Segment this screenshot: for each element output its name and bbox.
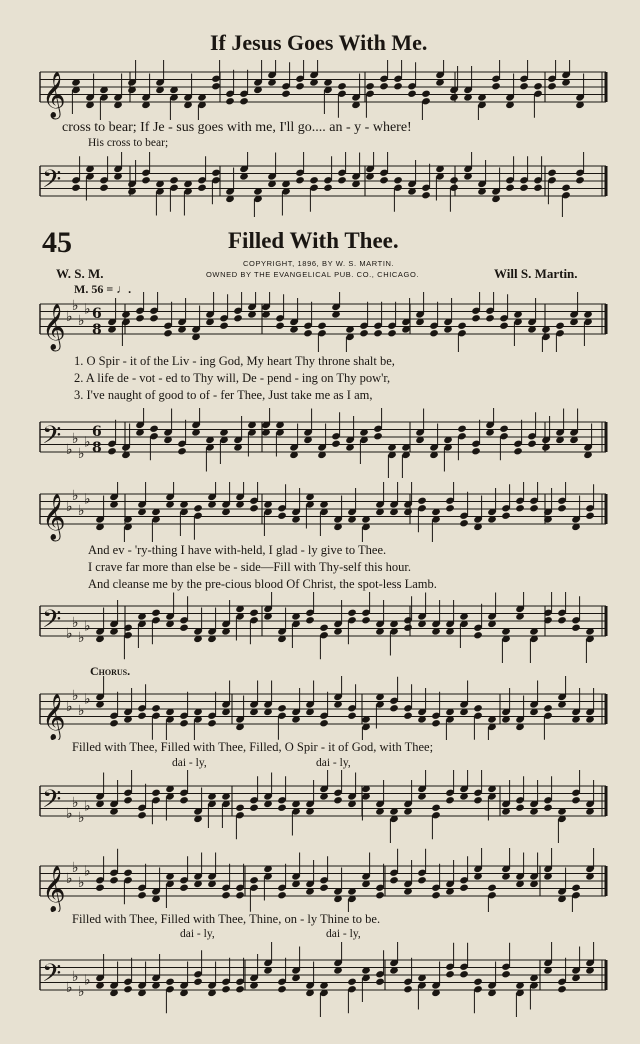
svg-text:𝄞: 𝄞 [42, 494, 66, 540]
svg-text:♭: ♭ [72, 687, 79, 704]
verse-1-line-b: And ev - 'ry-thing I have with-held, I glad - ly give to Thee. [88, 543, 387, 557]
svg-text:♭: ♭ [78, 502, 85, 519]
svg-text:♭: ♭ [84, 301, 91, 318]
svg-text:♭: ♭ [78, 874, 85, 891]
staff-system-2-treble [0, 292, 640, 352]
chorus-line-1: Filled with Thee, Filled with Thee, Filled, O Spir - it of God, with Thee; [72, 740, 434, 754]
verse-2-line-b: I crave far more than else be - side—Fill with Thy-self this hour. [88, 560, 411, 574]
svg-text:6: 6 [92, 424, 102, 440]
copyright-line: COPYRIGHT, 1896, BY W. S. MARTIN. [243, 259, 395, 268]
lyric-line-top: cross to bear; If Je - sus goes with me, I'll go.... an - y - where! [62, 120, 412, 135]
staff-system-1-bass [0, 152, 640, 217]
chorus-line-2: Filled with Thee, Filled with Thee, Thine, on - ly Thine to be. [72, 912, 381, 926]
svg-text:♭: ♭ [78, 983, 85, 1000]
svg-text:♭: ♭ [66, 806, 73, 822]
svg-text:♭: ♭ [66, 980, 73, 996]
svg-text:𝄢: 𝄢 [42, 605, 62, 640]
hymn-title: Filled With Thee. [228, 228, 399, 253]
svg-text:8: 8 [92, 322, 102, 338]
staff-system-1-treble [0, 60, 640, 120]
staff-system-3-bass [0, 592, 640, 667]
staff-system-2-bass [0, 408, 640, 478]
verse-3-line-b: And cleanse me by the pre-cious blood Of Christ, the spot-less Lamb. [88, 577, 437, 591]
svg-text:♭: ♭ [78, 702, 85, 719]
svg-text:♭: ♭ [78, 445, 85, 462]
owner-line: OWNED BY THE EVANGELICAL PUB. CO., CHICAGO. [206, 270, 420, 279]
svg-text:𝄢: 𝄢 [42, 959, 62, 994]
tempo-mark: M. 56 = ♩. [74, 282, 132, 296]
svg-text:♭: ♭ [66, 309, 73, 325]
svg-text:♭: ♭ [66, 499, 73, 515]
svg-text:♭: ♭ [84, 618, 91, 635]
svg-text:♭: ♭ [72, 487, 79, 504]
svg-text:𝄢: 𝄢 [42, 785, 62, 820]
chorus-daily-2b: dai - ly, [326, 928, 361, 940]
svg-text:♭: ♭ [66, 699, 73, 715]
music-by: Will S. Martin. [494, 266, 578, 281]
svg-text:♭: ♭ [72, 794, 79, 811]
staff-system-3-treble [0, 482, 640, 542]
staff-chorus-1-bass [0, 770, 640, 852]
words-by: W. S. M. [56, 266, 104, 281]
chorus-label: Chorus. [90, 664, 131, 678]
svg-text:♭: ♭ [78, 809, 85, 826]
svg-text:♭: ♭ [78, 312, 85, 329]
svg-text:♭: ♭ [66, 442, 73, 458]
svg-text:♭: ♭ [84, 863, 91, 880]
svg-text:6: 6 [92, 306, 102, 322]
svg-text:♭: ♭ [66, 871, 73, 887]
chorus-daily-2a: dai - ly, [180, 928, 215, 940]
svg-text:𝄢: 𝄢 [42, 421, 62, 456]
chorus-daily-1a: dai - ly, [172, 757, 207, 769]
staff-chorus-2-bass [0, 942, 640, 1032]
verse-1-line-a: 1. O Spir - it of the Liv - ing God, My heart Thy throne shalt be, [74, 354, 395, 368]
svg-text:♭: ♭ [84, 434, 91, 451]
svg-text:𝄞: 𝄞 [42, 72, 66, 118]
svg-text:♭: ♭ [72, 297, 79, 314]
svg-text:♭: ♭ [72, 430, 79, 447]
svg-text:♭: ♭ [72, 859, 79, 876]
svg-text:𝄢: 𝄢 [42, 165, 62, 200]
svg-text:8: 8 [92, 440, 102, 456]
svg-text:♭: ♭ [72, 968, 79, 985]
svg-text:𝄞: 𝄞 [42, 866, 66, 912]
verse-2-line-a: 2. A life de - vot - ed to Thy will, De - pend - ing on Thy pow'r, [74, 371, 391, 385]
verse-3-line-a: 3. I've naught of good to of - fer Thee, Just take me as I am, [74, 388, 373, 402]
svg-text:♭: ♭ [84, 798, 91, 815]
top-hymn-title: If Jesus Goes With Me. [210, 30, 428, 55]
svg-text:♭: ♭ [84, 972, 91, 989]
svg-text:♭: ♭ [72, 614, 79, 631]
chorus-daily-1b: dai - ly, [316, 757, 351, 769]
staff-chorus-2-treble [0, 848, 640, 912]
svg-text:𝄞: 𝄞 [42, 694, 66, 740]
staff-chorus-1-treble [0, 676, 640, 740]
svg-text:♭: ♭ [84, 491, 91, 508]
svg-text:♭: ♭ [78, 629, 85, 646]
svg-text:𝄞: 𝄞 [42, 304, 66, 350]
svg-text:♭: ♭ [66, 626, 73, 642]
alto-lyric-top: His cross to bear; [88, 137, 169, 149]
hymn-number: 45 [42, 226, 72, 259]
svg-text:♭: ♭ [84, 691, 91, 708]
